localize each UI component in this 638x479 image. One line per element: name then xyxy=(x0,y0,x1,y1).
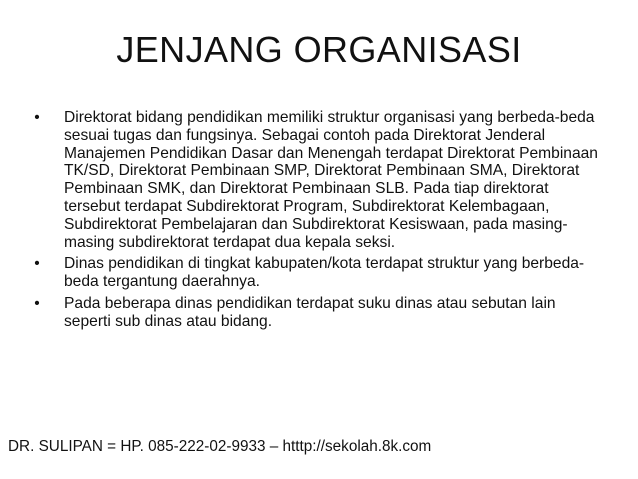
bullet-marker: • xyxy=(34,109,40,126)
bullet-item-3 xyxy=(28,295,598,331)
bullet-text: Pada beberapa dinas pendidikan terdapat suku dinas atau sebutan lain seperti sub dinas atau bidang. xyxy=(64,294,556,330)
slide-title: JENJANG ORGANISASI xyxy=(116,29,522,70)
bullet-item-2 xyxy=(28,255,598,291)
bullet-marker: • xyxy=(34,255,40,273)
bullet-text: Direktorat bidang pendidikan memiliki struktur organisasi yang berbeda-beda sesuai tugas dan fungsinya. Sebagai contoh pada Direktorat Jenderal Manajemen Pendidikan Dasar dan Menengah terdapat Direktorat Pembinaan TK/SD, Direktorat Pembinaan SMP, Direktorat Pembinaan SMA, Direktorat Pembinaan SMK, dan Direktorat Pembinaan SLB. Pada tiap direktorat tersebut terdapat Subdirektorat Program, Subdirektorat Kelembagaan, Subdirektorat Pembelajaran dan Subdirektorat Kesiswaan, pada masing-masing subdirektorat terdapat dua kepala seksi. xyxy=(64,109,598,251)
bullet-item-1 xyxy=(28,109,598,251)
slide-footer: DR. SULIPAN = HP. 085-222-02-9933 – htttp://sekolah.8k.com xyxy=(8,438,432,455)
bullet-marker: • xyxy=(34,294,40,312)
bullet-list xyxy=(28,109,598,335)
bullet-text: Dinas pendidikan di tingkat kabupaten/kota terdapat struktur yang berbeda-beda tergantung daerahnya. xyxy=(64,255,585,291)
